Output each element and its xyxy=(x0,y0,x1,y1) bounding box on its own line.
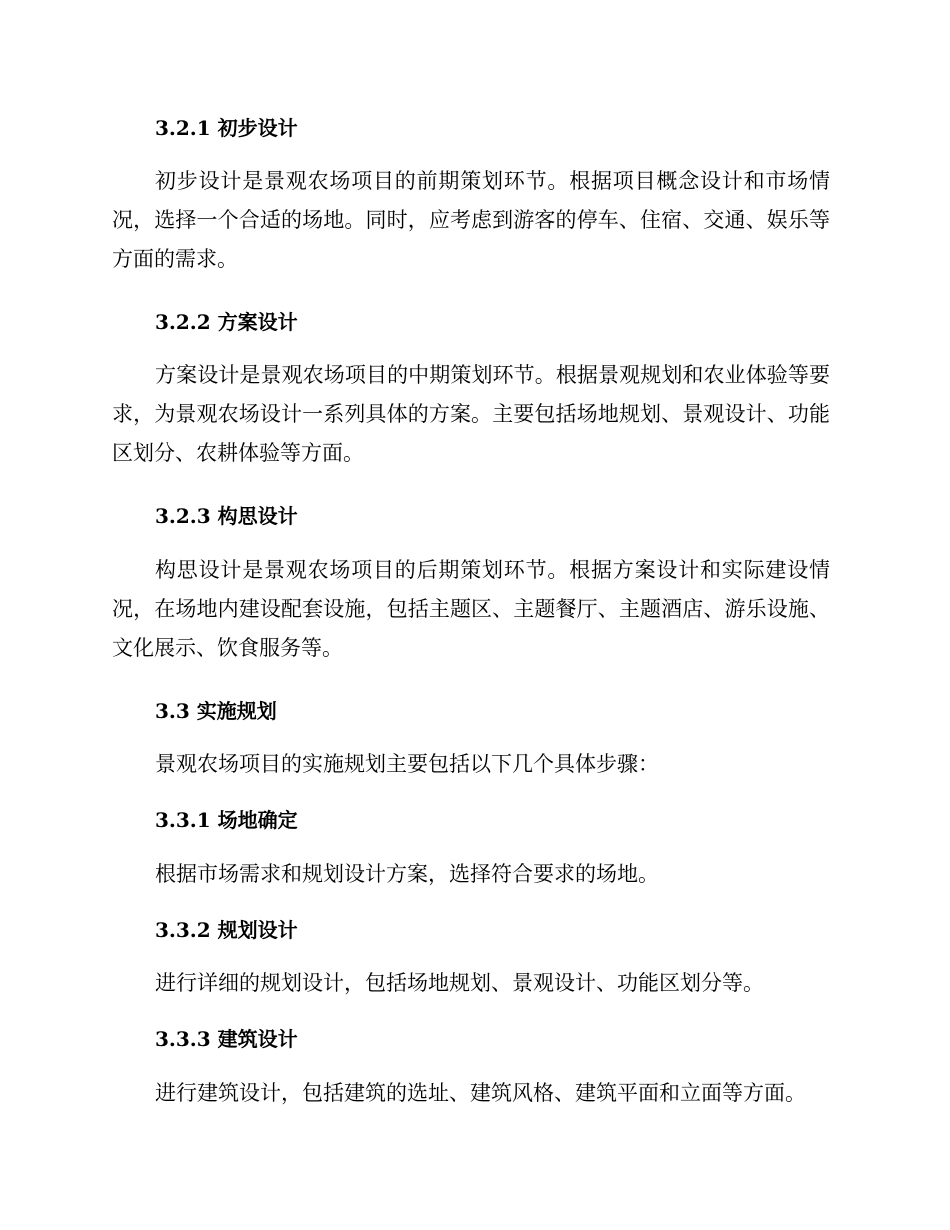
section-heading-3-2-2: 3.2.2 方案设计 xyxy=(155,310,298,334)
section-body-3-3-1: 根据市场需求和规划设计方案，选择符合要求的场地。 xyxy=(155,862,659,886)
section-heading-3-3: 3.3 实施规划 xyxy=(155,699,277,723)
section-body-3-3: 景观农场项目的实施规划主要包括以下几个具体步骤： xyxy=(155,752,659,776)
section-body-3-3-2: 进行详细的规划设计，包括场地规划、景观设计、功能区划分等。 xyxy=(155,971,764,995)
section-heading-3-2-3: 3.2.3 构思设计 xyxy=(155,504,298,528)
section-heading-3-3-3: 3.3.3 建筑设计 xyxy=(155,1027,298,1051)
section-body-3-2-2: 方案设计是景观农场项目的中期策划环节。根据景观规划和农业体验等要求，为景观农场设计一系列具体的方案。主要包括场地规划、景观设计、功能区划分、农耕体验等方面。 xyxy=(112,363,830,465)
section-heading-3-3-1: 3.3.1 场地确定 xyxy=(155,808,298,832)
section-heading-3-3-2: 3.3.2 规划设计 xyxy=(155,918,298,942)
section-body-3-2-3: 构思设计是景观农场项目的后期策划环节。根据方案设计和实际建设情况，在场地内建设配套设施，包括主题区、主题餐厅、主题酒店、游乐设施、文化展示、饮食服务等。 xyxy=(112,558,830,660)
section-body-3-2-1: 初步设计是景观农场项目的前期策划环节。根据项目概念设计和市场情况，选择一个合适的场地。同时，应考虑到游客的停车、住宿、交通、娱乐等方面的需求。 xyxy=(112,169,830,271)
section-body-3-3-3: 进行建筑设计，包括建筑的选址、建筑风格、建筑平面和立面等方面。 xyxy=(155,1081,806,1105)
section-heading-3-2-1: 3.2.1 初步设计 xyxy=(155,116,298,140)
